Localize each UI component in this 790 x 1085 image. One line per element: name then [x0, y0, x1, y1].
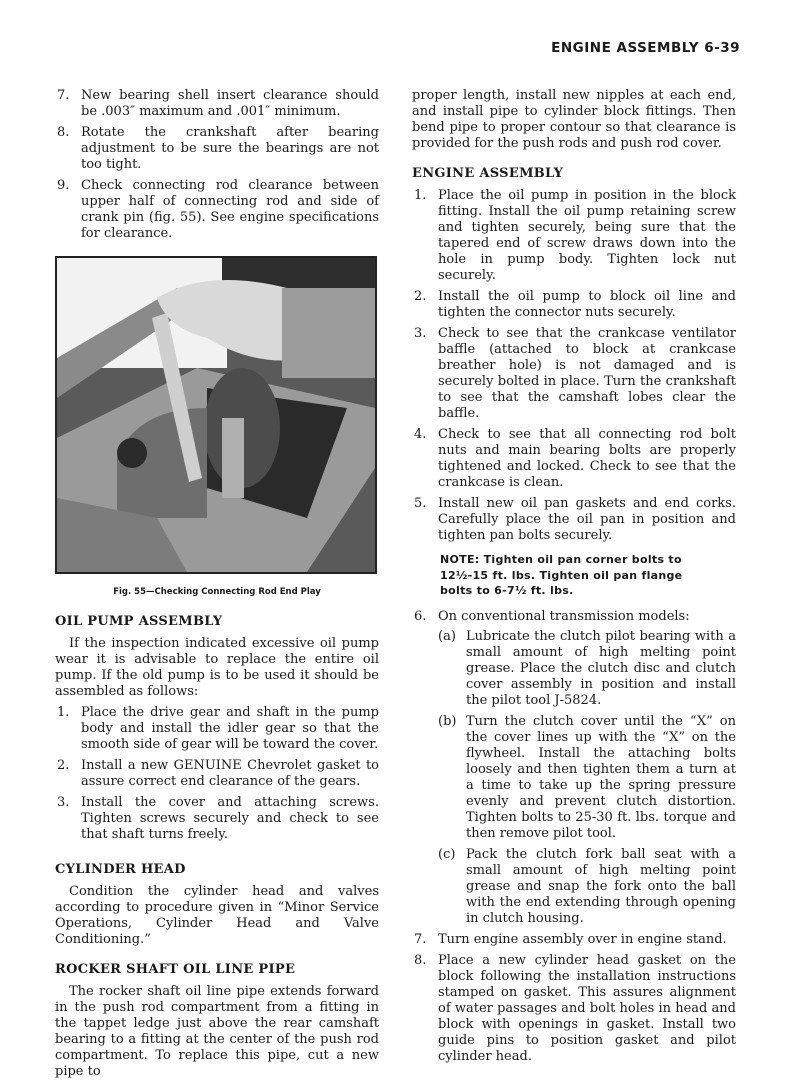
engine-photo-illustration — [57, 258, 375, 572]
right-column — [412, 88, 736, 1070]
rocker-shaft-pipe-body: The rocker shaft oil line pipe extends forward in the push rod compartment from a fitting in the tappet ledge just above the rear camshaft bearing to a fitting at the center of the push rod compartment. To replace this pipe, cut a new pipe to — [55, 984, 379, 1079]
page-header: ENGINE ASSEMBLY 6-39 — [551, 40, 740, 56]
oil-pump-steps — [55, 705, 379, 843]
list-item: 2. Install the oil pump to block oil line and tighten the connector nuts securely. — [414, 289, 736, 320]
list-item: 7. Turn engine assembly over in engine stand. — [414, 931, 727, 947]
list-item: 4. Check to see that all connecting rod bolt nuts and main bearing bolts are properly tightened and locked. Check to see that the crankcase is clean. — [414, 427, 736, 490]
figure-caption: Fig. 55—Checking Connecting Rod End Play — [113, 587, 321, 597]
section-heading-oil-pump: OIL PUMP ASSEMBLY — [55, 614, 223, 629]
sub-list-item: (c) Pack the clutch fork ball seat with a small amount of high melting point grease and snap the fork onto the ball with the end extending through opening in clutch housing. — [438, 846, 736, 926]
list-item: 8. Rotate the crankshaft after bearing adjustment to be sure the bearings are not too tight. — [57, 125, 379, 172]
list-item: 9. Check connecting rod clearance between upper half of connecting rod and side of crank pin (fig. 55). See engine specifications for clearance. — [57, 178, 379, 241]
bearing-steps — [55, 88, 379, 242]
engine-assembly-steps — [412, 188, 736, 544]
list-item: 6. On conventional transmission models: (a) Lubricate the clutch pilot bearing with a small amount of high melting point grease. Place the clutch disc and clutch cover assembly in position and install the pilot tool J-5824. (b) Turn the clutch cover until the “X” on the cover lines up with the “X” on the flywheel. Install the attaching bolts loosely and then tighten them a turn at a time to take up the spring pressure evenly and prevent clutch distortion. Tighten bolts to 25-30 ft. lbs. torque and then remove pilot tool. (c) Pack the clutch fork ball seat with a small amount of high melting point grease and snap the fork onto the ball with the end extending through opening in clutch housing. — [414, 608, 736, 926]
oil-pump-intro: If the inspection indicated excessive oil pump wear it is advisable to replace the entire oil pump. If the old pump is to be used it should be assembled as follows: — [55, 636, 379, 699]
list-item: 5. Install new oil pan gaskets and end corks. Carefully place the oil pan in position and tighten pan bolts securely. — [414, 496, 736, 543]
clutch-substeps — [438, 629, 736, 927]
list-item: 1. Place the oil pump in position in the block fitting. Install the oil pump retaining screw and tighten securely, being sure that the tapered end of screw draws down into the hole in pump body. Tighten lock nut securely. — [414, 188, 736, 283]
engine-assembly-step-6 — [412, 609, 736, 1065]
figure-55-photo — [55, 256, 377, 574]
list-item: 3. Check to see that the crankcase ventilator baffle (attached to block at crankcase breather hole) is not damaged and is securely bolted in place. Turn the crankshaft to see that the camshaft lobes clear the baffle. — [414, 326, 736, 421]
list-item: 3. Install the cover and attaching screws. Tighten screws securely and check to see that shaft turns freely. — [57, 795, 379, 842]
torque-note: NOTE: Tighten oil pan corner bolts to 12½-15 ft. lbs. Tighten oil pan flange bolts to 6-7½ ft. lbs. — [440, 553, 683, 597]
section-heading-cylinder-head: CYLINDER HEAD — [55, 862, 186, 877]
left-column — [55, 88, 379, 1080]
section-heading-rocker-shaft-pipe: ROCKER SHAFT OIL LINE PIPE — [55, 962, 296, 977]
list-item: 1. Place the drive gear and shaft in the pump body and install the idler gear so that the smooth side of gear will be toward the cover. — [57, 705, 379, 752]
section-heading-engine-assembly: ENGINE ASSEMBLY — [412, 166, 564, 181]
list-item: 2. Install a new GENUINE Chevrolet gasket to assure correct end clearance of the gears. — [57, 758, 379, 789]
rocker-shaft-pipe-continued: proper length, install new nipples at each end, and install pipe to cylinder block fittings. Then bend pipe to proper contour so that clearance is provided for the push rods and push rod cover. — [412, 88, 736, 151]
list-item: 8. Place a new cylinder head gasket on the block following the installation instructions stamped on gasket. This assures alignment of water passages and bolt holes in head and block with openings in gasket. Install two guide pins to position gasket and pilot cylinder head. — [414, 952, 736, 1064]
sub-list-item: (a) Lubricate the clutch pilot bearing with a small amount of high melting point grease. Place the clutch disc and clutch cover assembly in position and install the pilot tool J-5824. — [438, 628, 736, 708]
cylinder-head-body: Condition the cylinder head and valves according to procedure given in “Minor Service Operations, Cylinder Head and Valve Conditioning.” — [55, 884, 379, 947]
sub-list-item: (b) Turn the clutch cover until the “X” on the cover lines up with the “X” on the flywheel. Install the attaching bolts loosely and then tighten them a turn at a time to take up the spring pressure evenly and prevent clutch distortion. Tighten bolts to 25-30 ft. lbs. torque and then remove pilot tool. — [438, 713, 736, 841]
list-item: 7. New bearing shell insert clearance should be .003″ maximum and .001″ minimum. — [57, 88, 379, 119]
